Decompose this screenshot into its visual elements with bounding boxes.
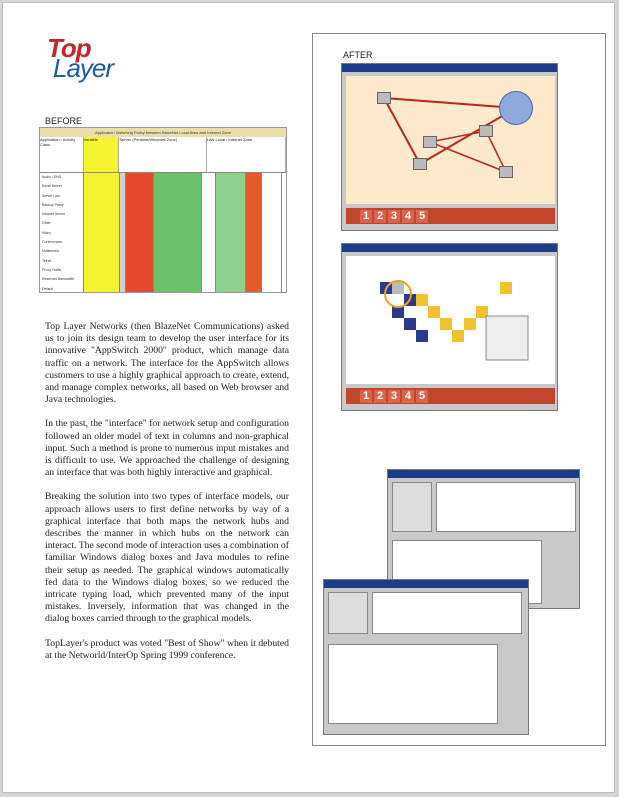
dialog-tree-list[interactable]: [372, 592, 522, 634]
row-name: Video: [42, 230, 51, 235]
window-titlebar: [342, 244, 557, 252]
before-label: BEFORE: [45, 116, 83, 126]
header-lan: LAN Local / Internet Zone: [207, 137, 286, 172]
window-titlebar: [388, 470, 579, 478]
policy-grid: [346, 256, 555, 384]
hub-icon[interactable]: [499, 166, 513, 178]
network-map-window: [341, 63, 558, 231]
white-column-2: [262, 173, 282, 293]
header-app: Application / Activity Class: [40, 137, 84, 172]
number-toolbar-2: [346, 388, 555, 404]
step-3-button[interactable]: 3: [388, 210, 400, 223]
paragraph-3: Breaking the solution into two types of interface models, our approach allows users to first define networks by way of a graphical interface that both maps the network hubs and describes the manner in which hubs on the network can interact. The second mode of interaction uses a combination of familiar Windows dialog boxes and Java modules to refine their setup as needed. The graphical windows automatically fed data to the Windows dialog boxes, so we reduced the intricate typing load, which prevented many of the input mistakes. Inversely, information that was changed in the dialog boxes carried through to the graphical models.: [45, 491, 289, 625]
step-2-button[interactable]: 2: [374, 210, 386, 223]
green-column: [154, 173, 202, 293]
step-4-button[interactable]: 4: [402, 390, 414, 403]
row-name: Reserved Bandwidth: [42, 277, 75, 282]
before-row-names: [40, 173, 84, 293]
logo-line-top: Top: [47, 33, 91, 63]
window-titlebar: [324, 580, 528, 588]
hub-icon[interactable]: [413, 158, 427, 170]
header-variable: Variable: [84, 137, 120, 172]
logo-line-layer: Layer: [53, 53, 114, 83]
white-column: [202, 173, 216, 293]
window-titlebar: [342, 64, 557, 72]
row-name: Email Server: [42, 184, 63, 189]
matrix-canvas: [346, 256, 555, 384]
before-table-title: Application Switching Policy between BlazeNet Local Area and Internet Zone: [40, 128, 286, 137]
portfolio-page: [2, 2, 615, 793]
row-name: Conferences: [42, 240, 62, 245]
dialog-table[interactable]: [328, 644, 498, 724]
step-5-button[interactable]: 5: [416, 210, 428, 223]
green-column-2: [216, 173, 246, 293]
step-1-button[interactable]: 1: [360, 210, 372, 223]
row-name: Telnet: [42, 258, 52, 263]
row-name: Audio / DNS: [42, 175, 62, 179]
hub-icon[interactable]: [479, 125, 493, 137]
row-name: Server Link: [42, 193, 60, 198]
before-table-header: [40, 137, 286, 173]
dialog-button-column[interactable]: [392, 482, 432, 532]
step-5-button[interactable]: 5: [416, 390, 428, 403]
row-name: Backup Proxy: [42, 202, 64, 207]
step-3-button[interactable]: 3: [388, 390, 400, 403]
row-name: Multimedia: [42, 249, 59, 254]
step-4-button[interactable]: 4: [402, 210, 414, 223]
row-name: Default: [42, 286, 54, 291]
red-column: [126, 173, 154, 293]
before-screenshot: [39, 127, 287, 293]
after-label: AFTER: [343, 50, 373, 60]
top-layer-logo: [47, 33, 157, 85]
settings-dialog-front: [323, 579, 529, 735]
paragraph-1: Top Layer Networks (then BlazeNet Communications) asked us to join its design team to develop the user interface for its innovative "AppSwitch 2000" product, which manage data traffic on a network. The interface for the AppSwitch allows customers to use a highly graphical approach to create, extend, and manage complex networks, all based on Web browser and Java technologies.: [45, 321, 289, 406]
row-name: Other: [42, 221, 51, 226]
row-name: Proxy Traffic: [42, 267, 62, 272]
internet-globe-icon[interactable]: [499, 91, 533, 125]
number-toolbar: [346, 208, 555, 224]
paragraph-4: TopLayer's product was voted "Best of Show" when it debuted at the Networld/InterOp Spring 1999 conference.: [45, 637, 289, 661]
network-canvas: [346, 76, 555, 204]
paragraph-2: In the past, the "interface" for network setup and configuration followed an older model of text in columns and non-graphical input. Such a method is prone to numerous input mistakes and is difficult to use. We approached the challenge of designing an interface that was both highly interactive and graphical.: [45, 418, 289, 479]
hub-icon[interactable]: [423, 136, 437, 148]
step-2-button[interactable]: 2: [374, 390, 386, 403]
header-server: Server (Pentium/Windows Zone): [119, 137, 206, 172]
yellow-column: [84, 173, 120, 293]
before-table-body: [40, 173, 286, 293]
description-text: [45, 321, 289, 674]
red-column-2: [246, 173, 262, 293]
dialog-tree-list[interactable]: [436, 482, 576, 532]
step-1-button[interactable]: 1: [360, 390, 372, 403]
dialog-button-column[interactable]: [328, 592, 368, 634]
hub-icon[interactable]: [377, 92, 391, 104]
row-name: Intranet Server: [42, 212, 66, 217]
policy-matrix-window: [341, 243, 558, 411]
